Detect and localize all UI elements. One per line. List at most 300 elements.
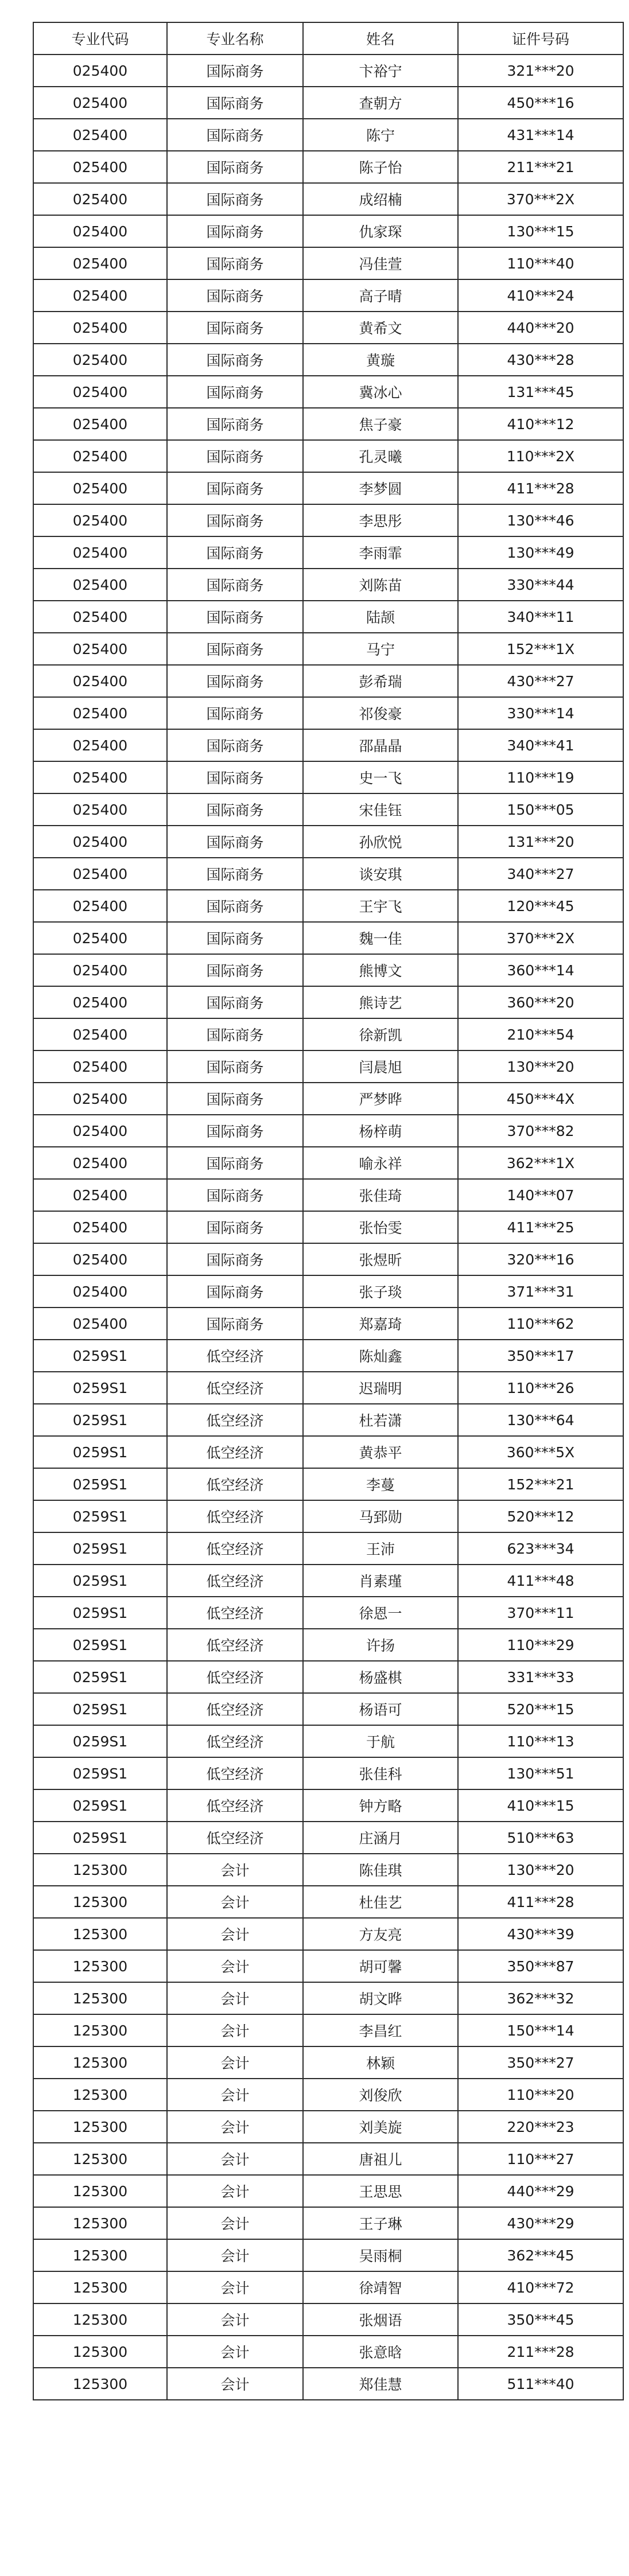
major-name-cell: 国际商务 xyxy=(167,890,303,922)
major-code-cell: 0259S1 xyxy=(33,1822,167,1854)
major-code-cell: 125300 xyxy=(33,2143,167,2175)
table-row xyxy=(33,2336,623,2368)
table-row xyxy=(33,279,623,312)
name-cell: 陈灿鑫 xyxy=(303,1340,458,1372)
name-cell: 马郅勋 xyxy=(303,1500,458,1532)
name-cell: 钟方略 xyxy=(303,1789,458,1822)
major-name-cell: 会计 xyxy=(167,2368,303,2400)
table-row xyxy=(33,344,623,376)
major-code-cell: 025400 xyxy=(33,729,167,761)
major-code-cell: 025400 xyxy=(33,504,167,536)
table-row xyxy=(33,1982,623,2014)
id-number-cell: 130***15 xyxy=(458,215,623,247)
name-cell: 孙欣悦 xyxy=(303,826,458,858)
id-number-cell: 410***15 xyxy=(458,1789,623,1822)
name-cell: 仇家琛 xyxy=(303,215,458,247)
name-cell: 杜佳艺 xyxy=(303,1886,458,1918)
major-name-cell: 国际商务 xyxy=(167,472,303,504)
name-cell: 郑嘉琦 xyxy=(303,1308,458,1340)
name-cell: 郑佳慧 xyxy=(303,2368,458,2400)
major-name-cell: 会计 xyxy=(167,2111,303,2143)
major-code-cell: 0259S1 xyxy=(33,1629,167,1661)
major-name-cell: 国际商务 xyxy=(167,986,303,1018)
name-cell: 喻永祥 xyxy=(303,1147,458,1179)
table-row xyxy=(33,1789,623,1822)
header-id-number: 证件号码 xyxy=(458,22,623,55)
major-name-cell: 国际商务 xyxy=(167,633,303,665)
major-code-cell: 025400 xyxy=(33,344,167,376)
major-code-cell: 0259S1 xyxy=(33,1340,167,1372)
id-number-cell: 340***27 xyxy=(458,858,623,890)
name-cell: 严梦晔 xyxy=(303,1083,458,1115)
name-cell: 熊诗艺 xyxy=(303,986,458,1018)
major-name-cell: 国际商务 xyxy=(167,1083,303,1115)
major-name-cell: 会计 xyxy=(167,1886,303,1918)
id-number-cell: 350***45 xyxy=(458,2303,623,2336)
major-name-cell: 会计 xyxy=(167,2271,303,2303)
name-cell: 许扬 xyxy=(303,1629,458,1661)
id-number-cell: 360***5X xyxy=(458,1436,623,1468)
table-row xyxy=(33,1404,623,1436)
major-name-cell: 低空经济 xyxy=(167,1822,303,1854)
major-code-cell: 025400 xyxy=(33,1115,167,1147)
major-code-cell: 025400 xyxy=(33,87,167,119)
major-name-cell: 会计 xyxy=(167,1854,303,1886)
major-name-cell: 国际商务 xyxy=(167,1243,303,1275)
table-row xyxy=(33,312,623,344)
table-row xyxy=(33,633,623,665)
major-name-cell: 低空经济 xyxy=(167,1404,303,1436)
table-row xyxy=(33,1918,623,1950)
name-cell: 刘美旋 xyxy=(303,2111,458,2143)
table-row xyxy=(33,1661,623,1693)
major-code-cell: 025400 xyxy=(33,376,167,408)
major-code-cell: 125300 xyxy=(33,2175,167,2207)
name-cell: 熊博文 xyxy=(303,954,458,986)
table-row xyxy=(33,1757,623,1789)
id-number-cell: 110***26 xyxy=(458,1372,623,1404)
major-code-cell: 025400 xyxy=(33,1083,167,1115)
major-name-cell: 低空经济 xyxy=(167,1757,303,1789)
table-row xyxy=(33,1822,623,1854)
major-code-cell: 0259S1 xyxy=(33,1693,167,1725)
major-name-cell: 国际商务 xyxy=(167,1275,303,1308)
table-row xyxy=(33,761,623,793)
name-cell: 李蔓 xyxy=(303,1468,458,1500)
name-cell: 查朝方 xyxy=(303,87,458,119)
major-code-cell: 125300 xyxy=(33,1982,167,2014)
id-number-cell: 130***20 xyxy=(458,1050,623,1083)
id-number-cell: 450***16 xyxy=(458,87,623,119)
table-row xyxy=(33,1211,623,1243)
major-name-cell: 国际商务 xyxy=(167,408,303,440)
name-cell: 陆颉 xyxy=(303,601,458,633)
major-name-cell: 国际商务 xyxy=(167,1308,303,1340)
name-cell: 黄希文 xyxy=(303,312,458,344)
id-number-cell: 440***29 xyxy=(458,2175,623,2207)
table-row xyxy=(33,215,623,247)
id-number-cell: 110***20 xyxy=(458,2079,623,2111)
major-name-cell: 国际商务 xyxy=(167,119,303,151)
major-code-cell: 125300 xyxy=(33,2303,167,2336)
major-name-cell: 国际商务 xyxy=(167,1179,303,1211)
table-row xyxy=(33,1436,623,1468)
table-row xyxy=(33,408,623,440)
name-cell: 胡可馨 xyxy=(303,1950,458,1982)
major-code-cell: 025400 xyxy=(33,183,167,215)
table-row xyxy=(33,472,623,504)
major-name-cell: 低空经济 xyxy=(167,1565,303,1597)
id-number-cell: 130***64 xyxy=(458,1404,623,1436)
table-row xyxy=(33,793,623,826)
name-cell: 刘俊欣 xyxy=(303,2079,458,2111)
major-name-cell: 低空经济 xyxy=(167,1693,303,1725)
major-name-cell: 国际商务 xyxy=(167,761,303,793)
name-cell: 张子琰 xyxy=(303,1275,458,1308)
major-name-cell: 国际商务 xyxy=(167,312,303,344)
major-name-cell: 国际商务 xyxy=(167,247,303,279)
name-cell: 冀冰心 xyxy=(303,376,458,408)
id-number-cell: 450***4X xyxy=(458,1083,623,1115)
table-row xyxy=(33,890,623,922)
table-row xyxy=(33,1308,623,1340)
admission-list-table xyxy=(33,22,624,2400)
major-name-cell: 低空经济 xyxy=(167,1661,303,1693)
major-code-cell: 025400 xyxy=(33,440,167,472)
major-name-cell: 低空经济 xyxy=(167,1372,303,1404)
major-name-cell: 国际商务 xyxy=(167,1115,303,1147)
major-name-cell: 国际商务 xyxy=(167,729,303,761)
id-number-cell: 220***23 xyxy=(458,2111,623,2143)
table-row xyxy=(33,1532,623,1565)
id-number-cell: 360***14 xyxy=(458,954,623,986)
id-number-cell: 210***54 xyxy=(458,1018,623,1050)
major-code-cell: 125300 xyxy=(33,1950,167,1982)
table-row xyxy=(33,151,623,183)
header-name: 姓名 xyxy=(303,22,458,55)
major-code-cell: 025400 xyxy=(33,793,167,826)
table-row xyxy=(33,2239,623,2271)
id-number-cell: 320***16 xyxy=(458,1243,623,1275)
major-code-cell: 025400 xyxy=(33,665,167,697)
id-number-cell: 362***1X xyxy=(458,1147,623,1179)
major-name-cell: 会计 xyxy=(167,2143,303,2175)
major-code-cell: 125300 xyxy=(33,2271,167,2303)
id-number-cell: 340***11 xyxy=(458,601,623,633)
name-cell: 陈子怡 xyxy=(303,151,458,183)
major-code-cell: 025400 xyxy=(33,215,167,247)
major-code-cell: 025400 xyxy=(33,633,167,665)
major-code-cell: 025400 xyxy=(33,472,167,504)
major-name-cell: 会计 xyxy=(167,1950,303,1982)
major-code-cell: 0259S1 xyxy=(33,1404,167,1436)
major-name-cell: 国际商务 xyxy=(167,922,303,954)
major-name-cell: 低空经济 xyxy=(167,1629,303,1661)
table-row xyxy=(33,665,623,697)
table-row xyxy=(33,1147,623,1179)
name-cell: 陈宁 xyxy=(303,119,458,151)
id-number-cell: 150***05 xyxy=(458,793,623,826)
table-row xyxy=(33,1725,623,1757)
id-number-cell: 430***27 xyxy=(458,665,623,697)
name-cell: 马宁 xyxy=(303,633,458,665)
name-cell: 宋佳钰 xyxy=(303,793,458,826)
table-row xyxy=(33,922,623,954)
major-name-cell: 国际商务 xyxy=(167,697,303,729)
major-name-cell: 低空经济 xyxy=(167,1340,303,1372)
name-cell: 杨梓萌 xyxy=(303,1115,458,1147)
major-code-cell: 025400 xyxy=(33,890,167,922)
name-cell: 方友亮 xyxy=(303,1918,458,1950)
major-code-cell: 025400 xyxy=(33,279,167,312)
major-code-cell: 0259S1 xyxy=(33,1532,167,1565)
major-name-cell: 国际商务 xyxy=(167,665,303,697)
name-cell: 王宇飞 xyxy=(303,890,458,922)
name-cell: 张佳琦 xyxy=(303,1179,458,1211)
major-code-cell: 025400 xyxy=(33,601,167,633)
major-name-cell: 会计 xyxy=(167,2175,303,2207)
name-cell: 徐恩一 xyxy=(303,1597,458,1629)
id-number-cell: 211***28 xyxy=(458,2336,623,2368)
id-number-cell: 131***45 xyxy=(458,376,623,408)
id-number-cell: 411***28 xyxy=(458,472,623,504)
table-row xyxy=(33,536,623,569)
table-row xyxy=(33,2111,623,2143)
major-code-cell: 125300 xyxy=(33,2079,167,2111)
major-name-cell: 会计 xyxy=(167,2079,303,2111)
major-name-cell: 国际商务 xyxy=(167,504,303,536)
id-number-cell: 411***28 xyxy=(458,1886,623,1918)
major-code-cell: 025400 xyxy=(33,761,167,793)
major-name-cell: 国际商务 xyxy=(167,1147,303,1179)
major-code-cell: 025400 xyxy=(33,1243,167,1275)
table-row xyxy=(33,1018,623,1050)
name-cell: 魏一佳 xyxy=(303,922,458,954)
major-code-cell: 025400 xyxy=(33,1179,167,1211)
table-row xyxy=(33,729,623,761)
id-number-cell: 110***40 xyxy=(458,247,623,279)
major-name-cell: 会计 xyxy=(167,2046,303,2079)
id-number-cell: 152***1X xyxy=(458,633,623,665)
name-cell: 黄恭平 xyxy=(303,1436,458,1468)
major-code-cell: 0259S1 xyxy=(33,1789,167,1822)
id-number-cell: 411***48 xyxy=(458,1565,623,1597)
id-number-cell: 350***27 xyxy=(458,2046,623,2079)
major-name-cell: 国际商务 xyxy=(167,536,303,569)
name-cell: 杨盛棋 xyxy=(303,1661,458,1693)
id-number-cell: 370***82 xyxy=(458,1115,623,1147)
name-cell: 黄璇 xyxy=(303,344,458,376)
id-number-cell: 430***29 xyxy=(458,2207,623,2239)
name-cell: 史一飞 xyxy=(303,761,458,793)
id-number-cell: 110***19 xyxy=(458,761,623,793)
name-cell: 迟瑞明 xyxy=(303,1372,458,1404)
table-row xyxy=(33,2014,623,2046)
id-number-cell: 331***33 xyxy=(458,1661,623,1693)
table-row xyxy=(33,1050,623,1083)
id-number-cell: 140***07 xyxy=(458,1179,623,1211)
table-row xyxy=(33,2368,623,2400)
table-row xyxy=(33,1115,623,1147)
major-name-cell: 会计 xyxy=(167,2014,303,2046)
table-row xyxy=(33,2143,623,2175)
table-row xyxy=(33,1886,623,1918)
name-cell: 张烟语 xyxy=(303,2303,458,2336)
table-header-row xyxy=(33,22,623,55)
major-code-cell: 0259S1 xyxy=(33,1372,167,1404)
table-row xyxy=(33,504,623,536)
table-row xyxy=(33,2207,623,2239)
major-name-cell: 低空经济 xyxy=(167,1532,303,1565)
name-cell: 闫晨旭 xyxy=(303,1050,458,1083)
name-cell: 胡文晔 xyxy=(303,1982,458,2014)
major-code-cell: 0259S1 xyxy=(33,1757,167,1789)
table-row xyxy=(33,55,623,87)
name-cell: 杨语可 xyxy=(303,1693,458,1725)
id-number-cell: 371***31 xyxy=(458,1275,623,1308)
major-name-cell: 低空经济 xyxy=(167,1725,303,1757)
id-number-cell: 410***24 xyxy=(458,279,623,312)
name-cell: 唐祖儿 xyxy=(303,2143,458,2175)
name-cell: 张怡雯 xyxy=(303,1211,458,1243)
major-name-cell: 国际商务 xyxy=(167,793,303,826)
id-number-cell: 131***20 xyxy=(458,826,623,858)
id-number-cell: 411***25 xyxy=(458,1211,623,1243)
name-cell: 陈佳琪 xyxy=(303,1854,458,1886)
table-row xyxy=(33,1854,623,1886)
major-code-cell: 025400 xyxy=(33,1211,167,1243)
id-number-cell: 350***87 xyxy=(458,1950,623,1982)
name-cell: 林颖 xyxy=(303,2046,458,2079)
id-number-cell: 410***12 xyxy=(458,408,623,440)
name-cell: 徐新凯 xyxy=(303,1018,458,1050)
table-row xyxy=(33,1372,623,1404)
table-row xyxy=(33,1565,623,1597)
major-name-cell: 会计 xyxy=(167,2303,303,2336)
name-cell: 高子晴 xyxy=(303,279,458,312)
major-code-cell: 0259S1 xyxy=(33,1597,167,1629)
table-row xyxy=(33,2271,623,2303)
header-major-name: 专业名称 xyxy=(167,22,303,55)
name-cell: 王沛 xyxy=(303,1532,458,1565)
id-number-cell: 130***49 xyxy=(458,536,623,569)
major-code-cell: 025400 xyxy=(33,986,167,1018)
table-row xyxy=(33,376,623,408)
table-row xyxy=(33,1500,623,1532)
major-name-cell: 会计 xyxy=(167,2207,303,2239)
major-name-cell: 低空经济 xyxy=(167,1500,303,1532)
major-name-cell: 国际商务 xyxy=(167,183,303,215)
name-cell: 刘陈苗 xyxy=(303,569,458,601)
major-name-cell: 国际商务 xyxy=(167,1211,303,1243)
major-name-cell: 国际商务 xyxy=(167,569,303,601)
table-row xyxy=(33,569,623,601)
table-row xyxy=(33,826,623,858)
id-number-cell: 511***40 xyxy=(458,2368,623,2400)
id-number-cell: 321***20 xyxy=(458,55,623,87)
name-cell: 彭希瑞 xyxy=(303,665,458,697)
id-number-cell: 110***27 xyxy=(458,2143,623,2175)
table-row xyxy=(33,1629,623,1661)
table-row xyxy=(33,1275,623,1308)
major-code-cell: 125300 xyxy=(33,2111,167,2143)
major-name-cell: 低空经济 xyxy=(167,1468,303,1500)
id-number-cell: 130***20 xyxy=(458,1854,623,1886)
name-cell: 徐靖智 xyxy=(303,2271,458,2303)
id-number-cell: 130***46 xyxy=(458,504,623,536)
table-row xyxy=(33,2079,623,2111)
major-code-cell: 0259S1 xyxy=(33,1565,167,1597)
id-number-cell: 370***2X xyxy=(458,183,623,215)
major-code-cell: 025400 xyxy=(33,1275,167,1308)
id-number-cell: 130***51 xyxy=(458,1757,623,1789)
id-number-cell: 623***34 xyxy=(458,1532,623,1565)
major-name-cell: 会计 xyxy=(167,2336,303,2368)
major-code-cell: 125300 xyxy=(33,2368,167,2400)
major-name-cell: 国际商务 xyxy=(167,279,303,312)
table-row xyxy=(33,858,623,890)
major-name-cell: 国际商务 xyxy=(167,1050,303,1083)
table-row xyxy=(33,1597,623,1629)
table-row xyxy=(33,986,623,1018)
name-cell: 祁俊豪 xyxy=(303,697,458,729)
major-code-cell: 0259S1 xyxy=(33,1500,167,1532)
name-cell: 李思彤 xyxy=(303,504,458,536)
major-code-cell: 125300 xyxy=(33,2046,167,2079)
name-cell: 吴雨桐 xyxy=(303,2239,458,2271)
name-cell: 杜若潇 xyxy=(303,1404,458,1436)
id-number-cell: 150***14 xyxy=(458,2014,623,2046)
major-code-cell: 0259S1 xyxy=(33,1468,167,1500)
major-code-cell: 025400 xyxy=(33,151,167,183)
name-cell: 庄涵月 xyxy=(303,1822,458,1854)
id-number-cell: 330***44 xyxy=(458,569,623,601)
major-code-cell: 025400 xyxy=(33,1018,167,1050)
table-row xyxy=(33,247,623,279)
table-row xyxy=(33,601,623,633)
major-code-cell: 125300 xyxy=(33,2207,167,2239)
id-number-cell: 362***45 xyxy=(458,2239,623,2271)
table-row xyxy=(33,954,623,986)
name-cell: 李梦圆 xyxy=(303,472,458,504)
name-cell: 王子琳 xyxy=(303,2207,458,2239)
major-name-cell: 国际商务 xyxy=(167,826,303,858)
table-row xyxy=(33,1950,623,1982)
major-code-cell: 025400 xyxy=(33,247,167,279)
name-cell: 谈安琪 xyxy=(303,858,458,890)
name-cell: 邵晶晶 xyxy=(303,729,458,761)
major-code-cell: 0259S1 xyxy=(33,1725,167,1757)
id-number-cell: 431***14 xyxy=(458,119,623,151)
table-row xyxy=(33,697,623,729)
major-code-cell: 025400 xyxy=(33,697,167,729)
name-cell: 卞裕宁 xyxy=(303,55,458,87)
major-code-cell: 125300 xyxy=(33,2336,167,2368)
table-row xyxy=(33,2175,623,2207)
id-number-cell: 520***12 xyxy=(458,1500,623,1532)
table-row xyxy=(33,1083,623,1115)
id-number-cell: 440***20 xyxy=(458,312,623,344)
name-cell: 王思思 xyxy=(303,2175,458,2207)
id-number-cell: 360***20 xyxy=(458,986,623,1018)
major-code-cell: 125300 xyxy=(33,2239,167,2271)
major-name-cell: 会计 xyxy=(167,2239,303,2271)
major-name-cell: 国际商务 xyxy=(167,151,303,183)
id-number-cell: 110***29 xyxy=(458,1629,623,1661)
id-number-cell: 340***41 xyxy=(458,729,623,761)
major-code-cell: 025400 xyxy=(33,922,167,954)
major-code-cell: 025400 xyxy=(33,312,167,344)
